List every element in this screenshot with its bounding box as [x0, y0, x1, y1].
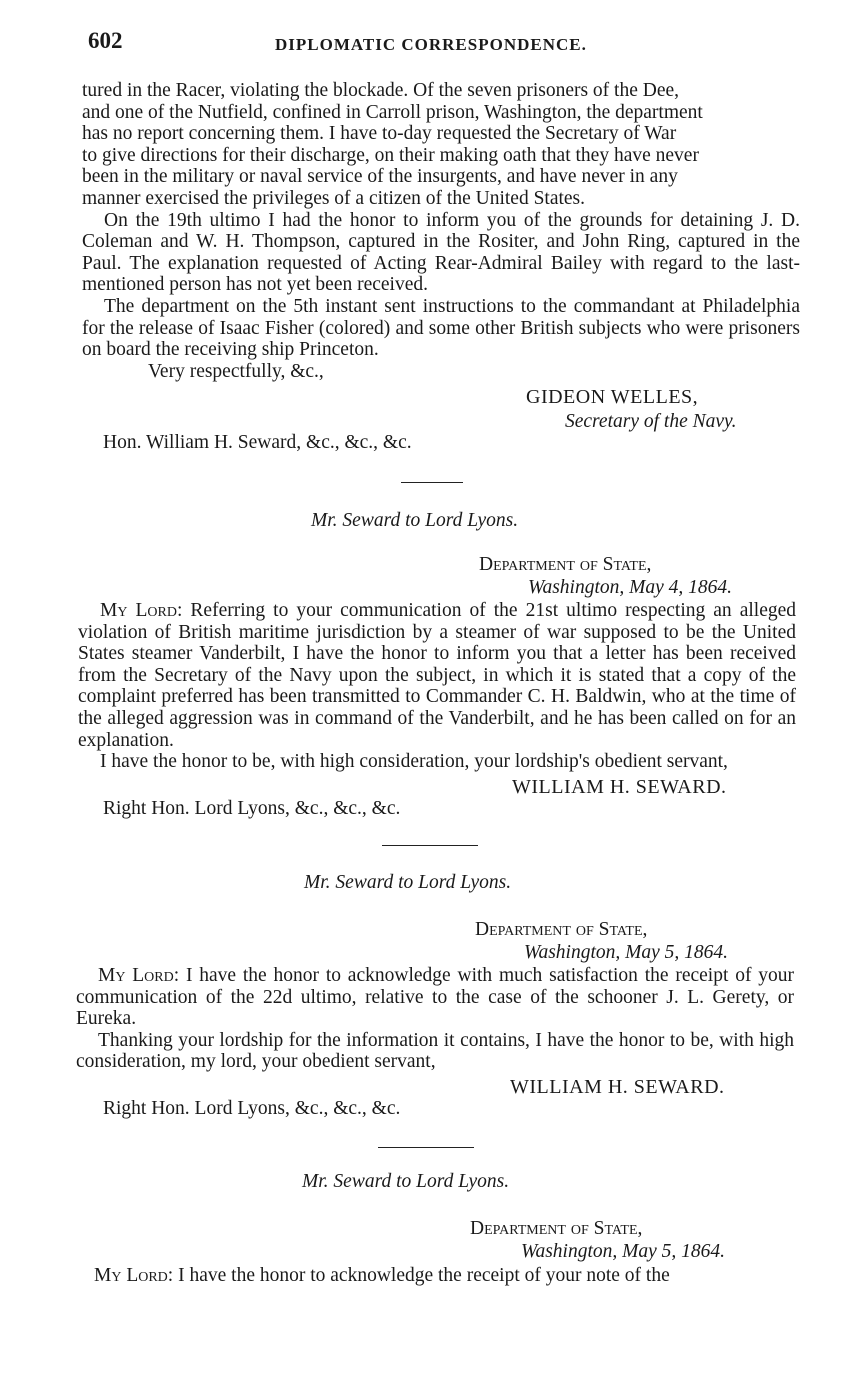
letter-4-body-text: I have the honor to acknowledge the receipt of your note of the — [178, 1265, 670, 1286]
letter-2-dateline: Washington, May 4, 1864. — [528, 577, 733, 598]
letter-1-line: to give directions for their discharge, on their making oath that they have never — [82, 144, 699, 166]
letter-3-addressee: Right Hon. Lord Lyons, &c., &c., &c. — [103, 1098, 401, 1119]
letter-1-line: manner exercised the privileges of a citizen of the United States. — [82, 187, 586, 209]
letter-1-continuation — [82, 80, 800, 382]
letter-3-body-text: I have the honor to acknowledge with much satisfaction the receipt of your communication of the 22d ultimo, relative to the case of the schooner J. L. Gerety, or Eureka. — [76, 965, 795, 1030]
letter-3-title: Mr. Seward to Lord Lyons. — [304, 872, 512, 893]
letter-3-dateline: Washington, May 5, 1864. — [524, 942, 729, 963]
letter-4-title: Mr. Seward to Lord Lyons. — [302, 1171, 510, 1192]
letter-3-closing: Thanking your lordship for the information it contains, I have the honor to be, with high consideration, my lord, your obedient servant, — [76, 1029, 794, 1073]
letter-3-department: Department of State, — [475, 919, 648, 940]
page-number: 602 — [88, 28, 123, 53]
section-divider — [382, 845, 478, 846]
letter-2-addressee: Right Hon. Lord Lyons, &c., &c., &c. — [103, 798, 401, 819]
letter-3-salutation: My Lord: — [98, 965, 180, 986]
letter-1-line: has no report concerning them. I have to-day requested the Secretary of War — [82, 123, 677, 145]
letter-1-signature-title: Secretary of the Navy. — [565, 411, 737, 432]
letter-1-paragraph-3: The department on the 5th instant sent instructions to the commandant at Philadelphia for the release of Isaac Fisher (colored) and some other British subjects who were prisoners on board the receiving ship Princeton. — [82, 295, 800, 361]
letter-2-department: Department of State, — [479, 554, 652, 575]
letter-2-body — [78, 600, 796, 773]
letter-3-body — [76, 965, 794, 1073]
letter-2-body-text: Referring to your communication of the 21st ultimo respecting an alleged violation of British maritime jurisdiction by a steamer of war supposed to be the United States steamer Vanderbilt, I have the honor to inform you that a letter has been received from the Secretary of the Navy upon the subject, in which it is stated that a copy of the complaint preferred has been transmitted to Commander C. H. Baldwin, who at the time of the alleged aggression was in command of the Vanderbilt, and he has been called on for an explanation. — [78, 600, 797, 751]
letter-1-signature: GIDEON WELLES, — [526, 386, 699, 408]
letter-4-salutation: My Lord: — [94, 1265, 174, 1286]
letter-2-title: Mr. Seward to Lord Lyons. — [311, 510, 519, 531]
letter-2-closing: I have the honor to be, with high consideration, your lordship's obedient servant, — [100, 751, 728, 773]
letter-1-closing: Very respectfully, &c., — [148, 360, 324, 382]
letter-1-line: been in the military or naval service of the insurgents, and have never in any — [82, 166, 678, 188]
page-header — [88, 30, 808, 60]
letter-4-department: Department of State, — [470, 1218, 643, 1239]
letter-2-salutation: My Lord: — [100, 600, 183, 621]
letter-1-line: and one of the Nutfield, confined in Carroll prison, Washington, the department — [82, 101, 703, 123]
letter-1-line: tured in the Racer, violating the blockade. Of the seven prisoners of the Dee, — [82, 80, 680, 101]
section-divider — [378, 1147, 474, 1148]
letter-4-body — [72, 1265, 792, 1287]
letter-4-dateline: Washington, May 5, 1864. — [521, 1241, 726, 1262]
section-divider — [401, 482, 463, 483]
running-head: DIPLOMATIC CORRESPONDENCE. — [275, 35, 587, 54]
letter-2-signature: WILLIAM H. SEWARD. — [512, 776, 727, 798]
letter-3-signature: WILLIAM H. SEWARD. — [510, 1076, 725, 1098]
letter-1-addressee: Hon. William H. Seward, &c., &c., &c. — [103, 432, 412, 453]
letter-1-paragraph-2: On the 19th ultimo I had the honor to inform you of the grounds for detaining J. D. Coleman and W. H. Thompson, captured in the Rositer, and John Ring, captured in the Paul. The explanation requested of Acting Rear-Admiral Bailey with regard to the last-mentioned person has not yet been received. — [82, 209, 800, 296]
